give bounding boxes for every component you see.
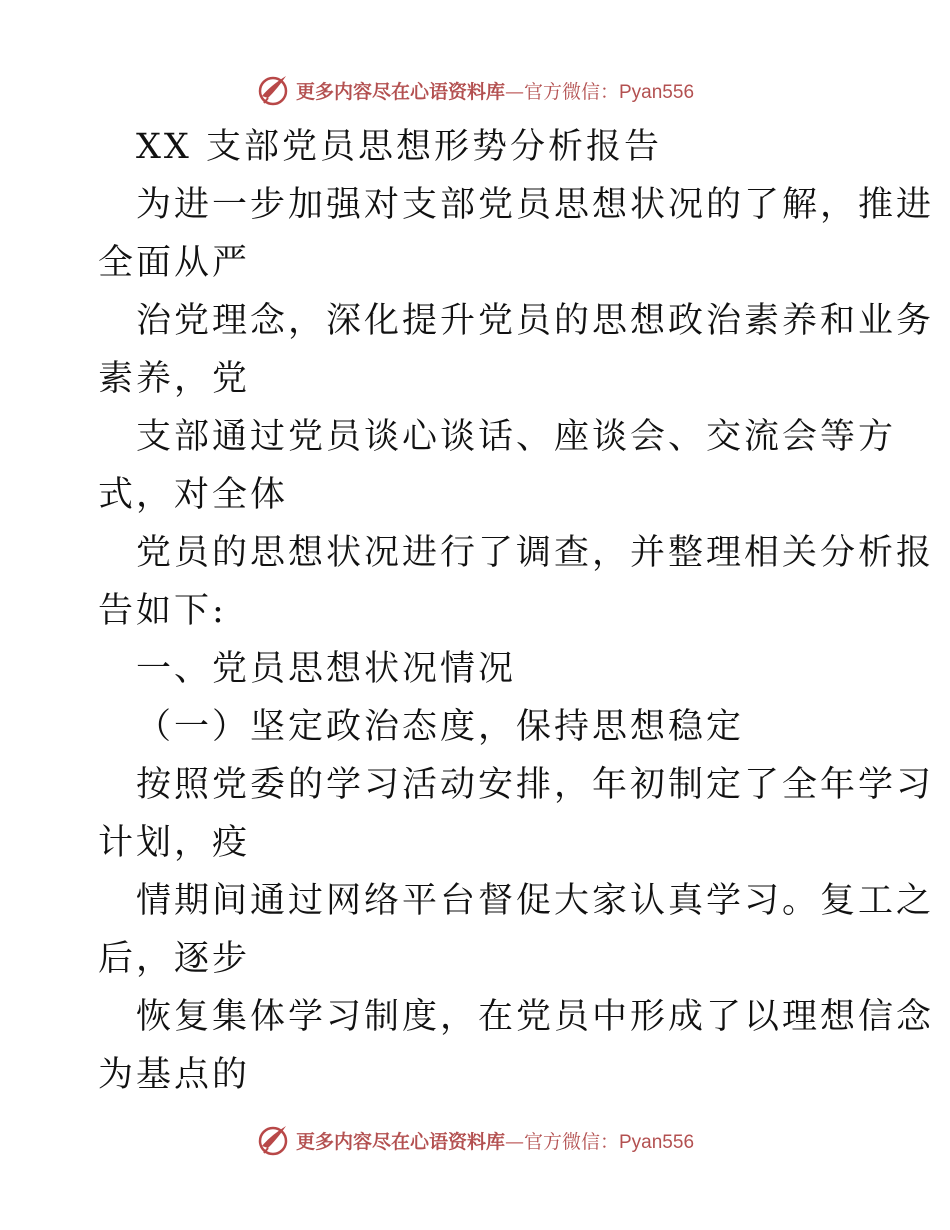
paragraph-line: 为基点的: [98, 1055, 251, 1095]
paragraph-line: 情期间通过网络平台督促大家认真学习。复工之: [136, 881, 935, 921]
paragraph-line: 告如下:: [98, 591, 227, 631]
document-body: [98, 118, 935, 1104]
paragraph-line: 计划，疫: [98, 823, 251, 863]
watermark-text: [296, 1127, 694, 1154]
watermark-contact-id: Pyan556: [619, 1131, 695, 1153]
watermark-main-text: 更多内容尽在心语资料库: [295, 1130, 505, 1153]
section-heading: 一、党员思想状况情况: [136, 649, 517, 689]
watermark-main-text: 更多内容尽在心语资料库: [295, 80, 505, 103]
paragraph-line: 治党理念，深化提升党员的思想政治素养和业务: [136, 301, 935, 341]
paragraph-line: 恢复集体学习制度，在党员中形成了以理想信念: [136, 997, 935, 1037]
header-watermark: [0, 70, 950, 110]
quill-logo-icon: [256, 1122, 292, 1158]
watermark-contact-label: 官方微信：: [523, 1130, 619, 1153]
footer-watermark: [0, 1120, 950, 1160]
paragraph-line: 按照党委的学习活动安排，年初制定了全年学习: [136, 765, 935, 805]
paragraph-line: 支部通过党员谈心谈话、座谈会、交流会等方: [136, 417, 897, 457]
paragraph-line: 为进一步加强对支部党员思想状况的了解，推进: [136, 185, 935, 225]
paragraph-line: 后，逐步: [98, 939, 251, 979]
paragraph-line: 全面从严: [98, 243, 251, 283]
paragraph-line: 式，对全体: [98, 475, 289, 515]
watermark-separator: —: [504, 1130, 524, 1153]
paragraph-line: 素养，党: [98, 359, 251, 399]
watermark-separator: —: [504, 80, 524, 103]
quill-logo-icon: [256, 72, 292, 108]
subsection-heading: （一）坚定政治态度，保持思想稳定: [136, 707, 745, 747]
paragraph-line: 党员的思想状况进行了调查，并整理相关分析报: [136, 533, 935, 573]
watermark-contact-label: 官方微信：: [523, 80, 619, 103]
watermark-text: [296, 77, 694, 104]
watermark-contact-id: Pyan556: [619, 81, 695, 103]
document-title: XX 支部党员思想形势分析报告: [136, 127, 662, 167]
